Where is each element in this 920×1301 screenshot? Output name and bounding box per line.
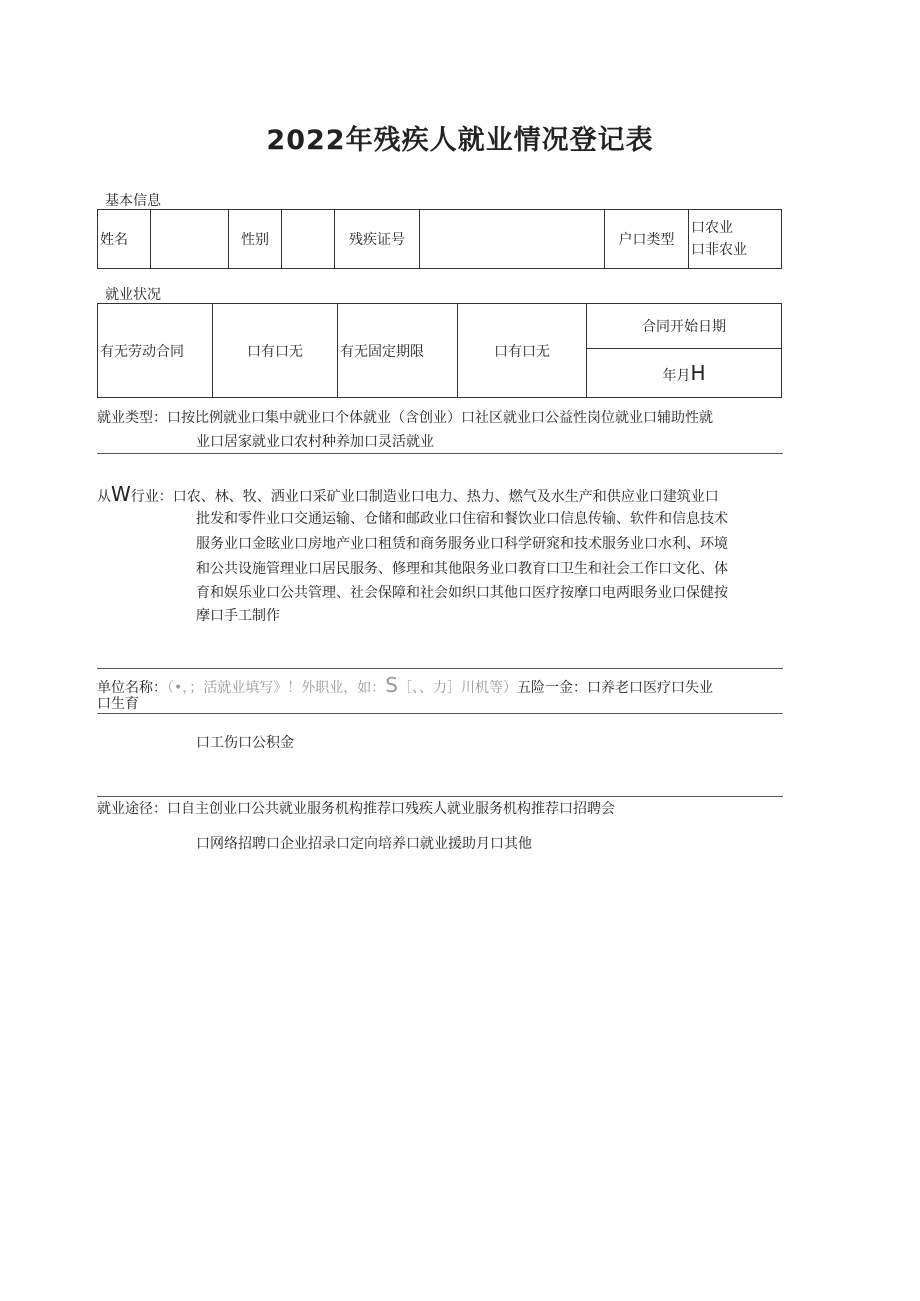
fixed-term-options[interactable]: 口有口无 — [458, 304, 587, 398]
industry-label-suffix: 行业： — [130, 489, 173, 505]
insurance-label: 五险一金： — [516, 680, 587, 696]
industry-line1 — [97, 482, 719, 509]
fixed-term-label: 有无固定期限 — [338, 304, 458, 398]
industry-options-line6[interactable]: 摩口手工制作 — [196, 608, 280, 624]
name-label: 姓名 — [98, 210, 151, 269]
basic-info-table — [97, 209, 782, 269]
disability-id-field[interactable] — [420, 210, 605, 269]
contract-options[interactable]: 口有口无 — [213, 304, 338, 398]
name-field[interactable] — [151, 210, 229, 269]
industry-options-line2[interactable]: 批发和零件业口交通运输、仓储和邮政业口住宿和餐饮业口信息传输、软件和信息技术 — [196, 511, 728, 527]
industry-options-line3[interactable]: 服务业口金眩业口房地产业口租赁和商务服务业口科学研窕和技术服务业口水利、环境 — [196, 536, 728, 552]
start-date-suffix: H — [690, 361, 706, 385]
unit-line — [97, 673, 713, 700]
divider — [97, 453, 783, 454]
insurance-options-line2[interactable]: 口生育 — [97, 696, 139, 712]
industry-label-prefix: 从 — [97, 489, 111, 505]
employment-status-table — [97, 303, 782, 398]
disability-id-label: 残疾证号 — [335, 210, 420, 269]
unit-hint-part1: （•，；活就业填写》！外职业，如： — [167, 680, 386, 696]
employment-type-options-line1[interactable]: 口按比例就业口集中就业口个体就业（含创业）口社区就业口公益性岗位就业口辅助性就 — [167, 410, 713, 426]
pathway-label: 就业途径： — [97, 801, 167, 817]
insurance-options-line1[interactable]: 口养老口医疗口失业 — [586, 680, 713, 696]
industry-options-line4[interactable]: 和公共设施管理业口居民服务、修理和其他限务业口教育口卫生和社会工作口文化、体 — [196, 561, 728, 577]
employment-type-options-line2[interactable]: 业口居家就业口农村种养加口灵活就业 — [196, 434, 434, 450]
hukou-label: 户口类型 — [605, 210, 689, 269]
divider — [97, 668, 783, 669]
pathway-line1 — [97, 797, 615, 821]
hukou-option-non-agricultural[interactable]: 口非农业 — [691, 242, 747, 258]
industry-options-line5[interactable]: 育和娱乐业口公共管理、社会保障和社会如织口其他口医疗按摩口电两眼务业口保健按 — [196, 585, 728, 601]
start-date-label: 合同开始日期 — [587, 304, 782, 349]
pathway-options-line1[interactable]: 口自主创业口公共就业服务机构推荐口残疾人就业服务机构推荐口招聘会 — [167, 801, 615, 817]
unit-name-hint[interactable] — [167, 673, 517, 697]
page-title: 2022年残疾人就业情况登记表 — [266, 125, 654, 156]
start-date-prefix: 年月 — [662, 368, 691, 384]
unit-hint-part2: ［、、力］川机等） — [397, 680, 517, 696]
employment-type-line1 — [97, 406, 713, 430]
gender-label: 性别 — [229, 210, 282, 269]
industry-label-big: W — [111, 482, 131, 506]
employment-type-label: 就业类型： — [97, 410, 167, 426]
hukou-option-agricultural[interactable]: 口农业 — [691, 220, 733, 236]
unit-name-label: 单位名称： — [97, 680, 167, 696]
hukou-options — [689, 210, 782, 269]
contract-label: 有无劳动合同 — [98, 304, 213, 398]
insurance-options-line3[interactable]: 口工伤口公积金 — [196, 735, 294, 751]
basic-info-label: 基本信息 — [105, 193, 161, 209]
unit-hint-big: S — [385, 673, 398, 697]
pathway-options-line2[interactable]: 口网络招聘口企业招录口定向培养口就业援助月口其他 — [196, 836, 532, 852]
employment-status-label: 就业状况 — [105, 287, 161, 303]
gender-field[interactable] — [282, 210, 335, 269]
industry-options-line1[interactable]: 口农、林、牧、洒业口采矿业口制造业口电力、热力、燃气及水生产和供应业口建筑业口 — [172, 489, 719, 505]
divider — [97, 713, 783, 714]
start-date-field[interactable] — [587, 349, 782, 398]
